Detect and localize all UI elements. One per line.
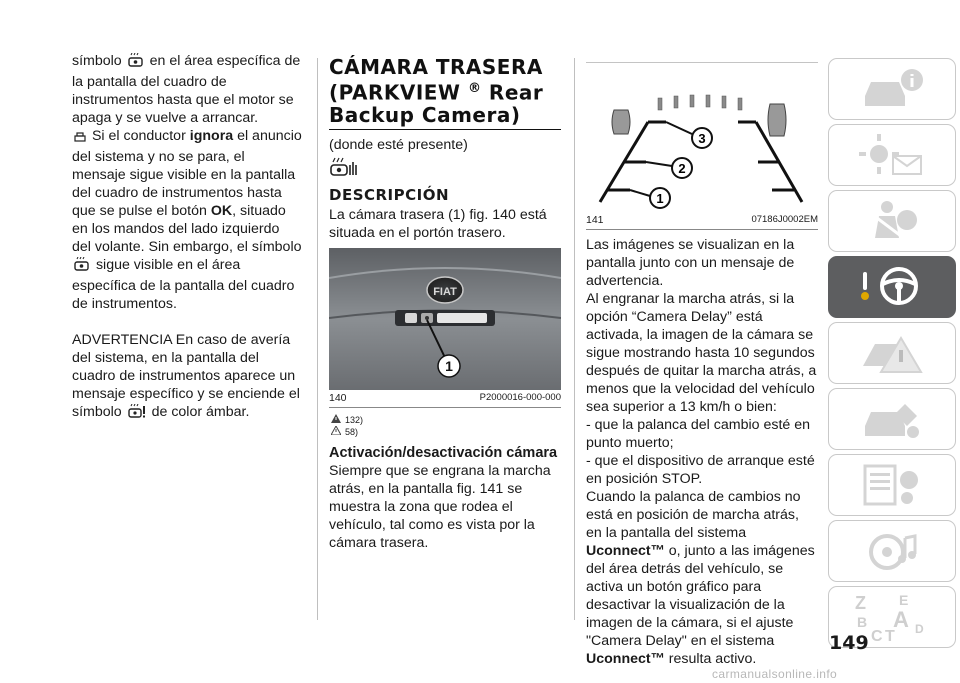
paragraph-ignore bbox=[72, 127, 302, 313]
paragraph: Las imágenes se visualizan en la pantalla junto con un mensaje de advertencia. bbox=[586, 237, 795, 289]
tab-maintenance[interactable] bbox=[828, 388, 956, 450]
callout-2: 2 bbox=[678, 161, 686, 176]
watermark: carmanualsonline.info bbox=[712, 667, 838, 681]
section-heading: DESCRIPCIÓN bbox=[329, 185, 450, 204]
brand-name: Uconnect™ bbox=[586, 651, 665, 667]
availability-note: (donde esté presente) bbox=[329, 136, 468, 153]
ok-button-label: OK bbox=[210, 203, 233, 219]
column-3 bbox=[586, 52, 818, 668]
safety-airbag-icon bbox=[857, 198, 927, 244]
index-letter: B bbox=[857, 614, 868, 630]
text: , situado en los mandos del lado izquierdo del volante. Sin embargo, el símbolo bbox=[72, 203, 302, 255]
figure-code: 07186J0002EM bbox=[751, 214, 818, 225]
fiat-logo: FIAT bbox=[433, 285, 457, 298]
emergency-icon bbox=[857, 330, 927, 376]
index-letter: A bbox=[893, 607, 909, 632]
camera-fault-symbol-icon bbox=[128, 404, 146, 424]
description-text: La cámara trasera (1) fig. 140 está situada en el portón trasero. bbox=[329, 206, 547, 241]
paragraph-continued bbox=[72, 52, 302, 127]
body-text: Siempre que se engrana la marcha atrás, en la pantalla fig. 141 se muestra la zona que rodea el vehículo, tal como es vista por la cámara trasera. bbox=[329, 462, 551, 551]
section-title: CÁMARA TRASERA (PARKVIEW ® Rear Backup Camera) bbox=[329, 56, 561, 130]
text: ADVERTENCIA En caso de avería del sistema, en la pantalla del cuadro de instrumentos aparece un mensaje específico y se enciende el símbolo bbox=[72, 332, 300, 420]
index-letter: E bbox=[899, 592, 909, 608]
warning-triangle-icon bbox=[331, 414, 341, 423]
paragraph-warning bbox=[72, 331, 302, 424]
multimedia-icon bbox=[857, 528, 927, 574]
tab-technical-data[interactable] bbox=[828, 454, 956, 516]
column-2 bbox=[329, 52, 561, 552]
callout-1: 1 bbox=[445, 357, 453, 374]
maintenance-icon bbox=[857, 396, 927, 442]
text: de color ámbar. bbox=[151, 404, 250, 420]
warning-ref-2: 58) bbox=[331, 426, 561, 438]
driving-steering-icon bbox=[857, 264, 927, 310]
text: Si el conductor bbox=[91, 128, 186, 144]
list-item: - que el dispositivo de arranque esté en posición STOP. bbox=[586, 453, 815, 487]
index-letter: T bbox=[885, 628, 895, 643]
camera-symbol-icon bbox=[128, 53, 144, 73]
column-1 bbox=[72, 52, 302, 424]
rear-camera-icon bbox=[329, 157, 561, 182]
tab-driving[interactable] bbox=[828, 256, 956, 318]
tab-car-info[interactable] bbox=[828, 58, 956, 120]
list-item: - que la palanca del cambio esté en punto muerto; bbox=[586, 417, 810, 451]
figure-141-camera-display bbox=[586, 62, 818, 212]
paragraph: Al engranar la marcha atrás, si la opción “Camera Delay” está activada, la imagen de la cámara se sigue mostrando hasta 10 segundos después de quitar la marcha atrás, a menos que la velocidad del vehículo sea superior a 13 km/h o bien: bbox=[586, 291, 817, 415]
tab-safety[interactable] bbox=[828, 190, 956, 252]
warning-ref-1: 132) bbox=[331, 414, 561, 426]
figure-140-tailgate-photo bbox=[329, 248, 561, 390]
callout-1: 1 bbox=[656, 191, 664, 206]
figure-code: P2000016-000-000 bbox=[479, 391, 561, 403]
tab-emergency[interactable] bbox=[828, 322, 956, 384]
figure-number: 141 bbox=[586, 214, 604, 226]
index-letter: C bbox=[871, 628, 883, 643]
text: símbolo bbox=[72, 53, 122, 69]
car-info-icon bbox=[857, 66, 927, 112]
camera-symbol-icon bbox=[74, 257, 90, 277]
text: sigue visible en el área específica de la pantalla del cuadro de instrumentos. bbox=[72, 257, 295, 312]
parking-camera-illustration bbox=[586, 62, 818, 212]
car-symbol-icon bbox=[74, 130, 86, 148]
text: el anuncio del sistema y no se para, el mensaje sigue visible en la pantalla del cuadro de instrumentos hasta que se pulse el botón bbox=[72, 128, 302, 219]
page-number: 149 bbox=[829, 632, 869, 654]
sub-heading: Activación/desactivación cámara bbox=[329, 444, 558, 461]
brand-name: Uconnect™ bbox=[586, 543, 665, 559]
chapter-tabs bbox=[828, 58, 956, 652]
column-divider bbox=[574, 58, 575, 620]
index-letter: Z bbox=[855, 593, 866, 613]
figure-number: 140 bbox=[329, 391, 347, 404]
text: en el área específica de la pantalla del cuadro de instrumentos hasta que el motor se apaga y se vuelve a arrancar. bbox=[72, 53, 301, 126]
column-divider bbox=[317, 58, 318, 620]
bold-text: ignora bbox=[189, 128, 234, 144]
attention-triangle-icon bbox=[331, 426, 341, 435]
paragraph: Cuando la palanca de cambios no está en posición de marcha atrás, en la pantalla del sistema Uconnect™ o, junto a las imágenes del área detrás del vehículo, se activa un botón gráfico para desactivar la visualización de la imagen de la cámara, si el ajuste "Camera Delay" en el sistema Uconnect™ resulta activo. bbox=[586, 489, 815, 667]
technical-data-icon bbox=[857, 462, 927, 508]
tailgate-illustration bbox=[329, 248, 561, 390]
index-letter: D bbox=[915, 622, 924, 636]
callout-3: 3 bbox=[698, 131, 706, 146]
figure-caption bbox=[586, 212, 818, 230]
warning-lights-icon bbox=[857, 132, 927, 178]
figure-caption bbox=[329, 390, 561, 408]
tab-warning-lights[interactable] bbox=[828, 124, 956, 186]
tab-multimedia[interactable] bbox=[828, 520, 956, 582]
